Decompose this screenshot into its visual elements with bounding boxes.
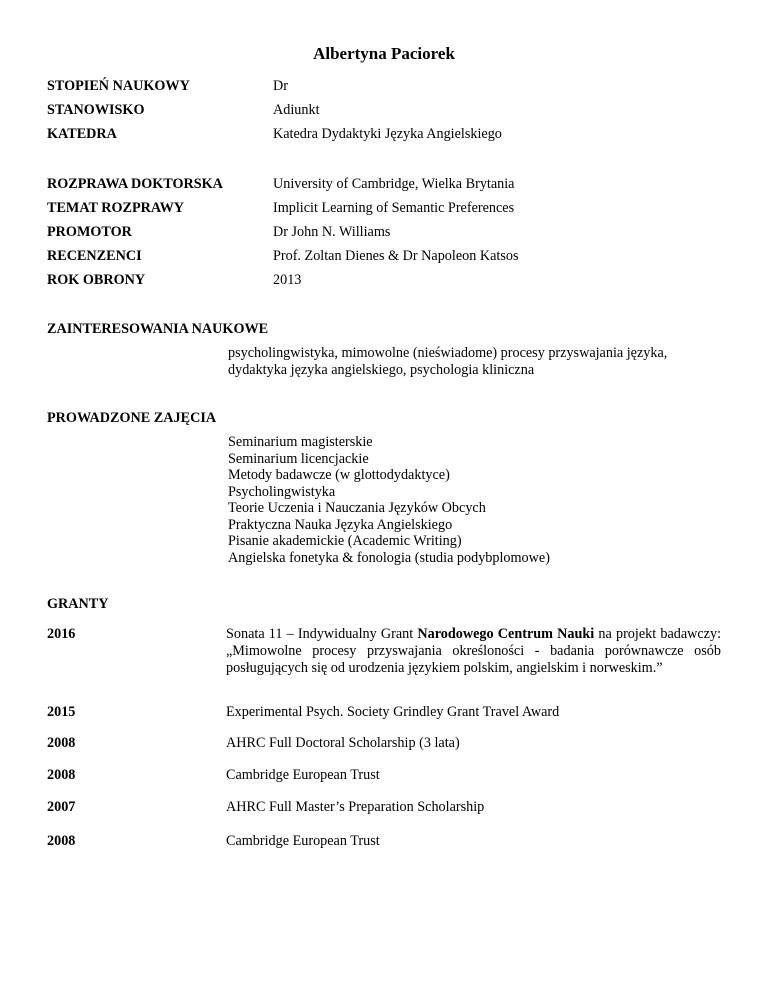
info-value: Dr John N. Williams <box>273 224 391 240</box>
info-value: Dr <box>273 78 288 94</box>
info-label: STOPIEŃ NAUKOWY <box>47 78 190 94</box>
course-item: Teorie Uczenia i Nauczania Języków Obcych <box>228 500 486 516</box>
info-label: STANOWISKO <box>47 102 145 118</box>
course-item: Metody badawcze (w glottodydaktyce) <box>228 467 450 483</box>
info-value: Implicit Learning of Semantic Preferences <box>273 200 515 216</box>
info-value: 2013 <box>273 272 302 288</box>
grant-year: 2008 <box>47 767 76 783</box>
grant-year: 2016 <box>47 626 76 642</box>
grant-description: AHRC Full Doctoral Scholarship (3 lata) <box>226 735 460 751</box>
grant-year: 2008 <box>47 735 76 751</box>
course-item: Praktyczna Nauka Języka Angielskiego <box>228 516 453 533</box>
grant-funder: Narodowego Centrum Nauki <box>417 626 595 642</box>
info-label: ROK OBRONY <box>47 272 146 288</box>
info-label: PROMOTOR <box>47 224 132 240</box>
info-value: Adiunkt <box>273 102 320 118</box>
info-value: University of Cambridge, Wielka Brytania <box>273 176 515 192</box>
grant-year: 2007 <box>47 799 76 815</box>
interests-list <box>228 345 728 379</box>
grant-text-part: na projekt badawczy: „Mimowolne procesy przyswajania określoności - badania porównawcze osób posługujących się od urodzenia językiem polskim, angielskim i norweskim.” <box>226 626 722 676</box>
page-title: Albertyna Paciorek <box>313 44 455 63</box>
grant-description: Cambridge European Trust <box>226 833 380 849</box>
grant-description <box>226 626 721 677</box>
grant-description: Cambridge European Trust <box>226 767 380 783</box>
grant-year: 2008 <box>47 833 76 849</box>
grant-text-part: Sonata 11 – Indywidualny Grant <box>226 626 418 642</box>
course-item: Pisanie akademickie (Academic Writing) <box>228 533 462 549</box>
course-item: Seminarium magisterskie <box>228 434 373 450</box>
grant-year: 2015 <box>47 704 76 720</box>
interests-line: psycholingwistyka, mimowolne (nieświadome) procesy przyswajania języka, <box>228 345 668 361</box>
grant-description: AHRC Full Master’s Preparation Scholarship <box>226 799 485 815</box>
interests-line: dydaktyka języka angielskiego, psychologia kliniczna <box>228 362 535 379</box>
info-label: TEMAT ROZPRAWY <box>47 200 185 216</box>
courses-list <box>228 434 728 566</box>
course-item: Seminarium licencjackie <box>228 450 369 467</box>
interests-heading: ZAINTERESOWANIA NAUKOWE <box>47 321 269 337</box>
info-value: Katedra Dydaktyki Języka Angielskiego <box>273 126 502 142</box>
info-label: RECENZENCI <box>47 248 142 264</box>
grant-description: Experimental Psych. Society Grindley Grant Travel Award <box>226 704 560 720</box>
courses-heading: PROWADZONE ZAJĘCIA <box>47 410 217 426</box>
course-item: Angielska fonetyka & fonologia (studia podybplomowe) <box>228 549 550 566</box>
info-label: KATEDRA <box>47 126 117 142</box>
info-label: ROZPRAWA DOKTORSKA <box>47 176 223 192</box>
course-item: Psycholingwistyka <box>228 483 336 500</box>
info-value: Prof. Zoltan Dienes & Dr Napoleon Katsos <box>273 248 519 264</box>
grants-heading: GRANTY <box>47 596 109 612</box>
